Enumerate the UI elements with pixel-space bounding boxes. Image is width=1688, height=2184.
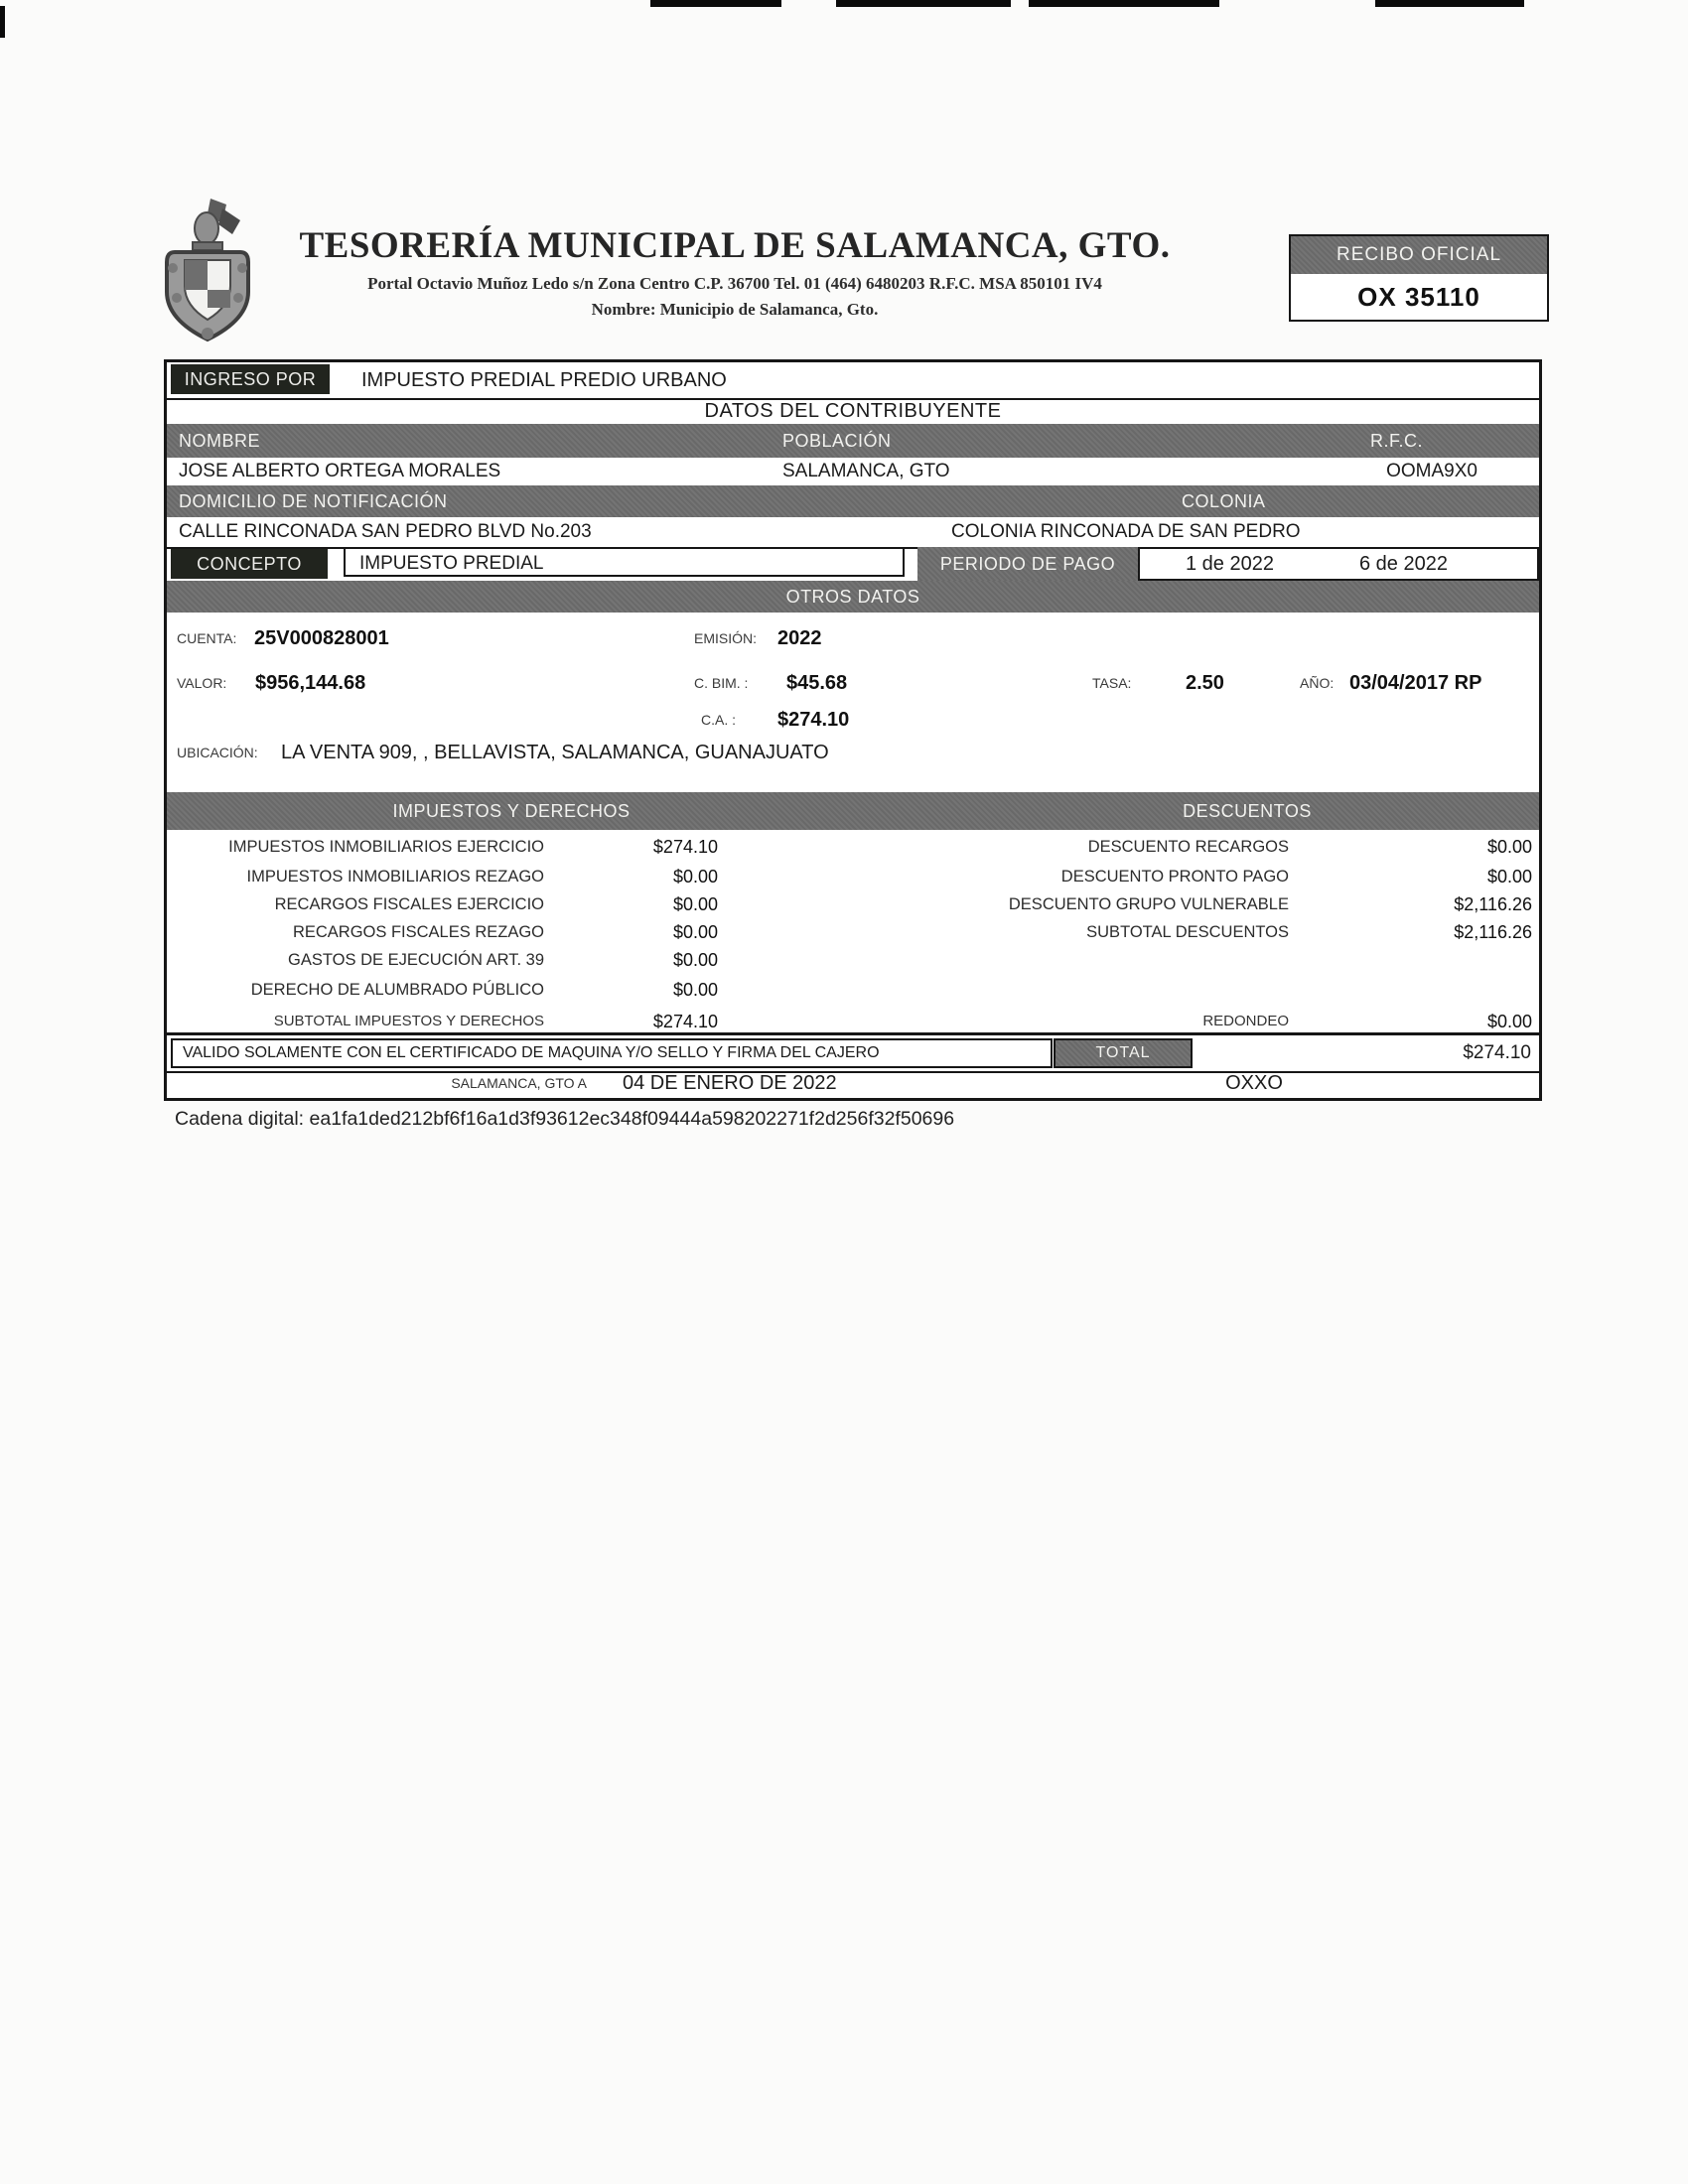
tasa-label: TASA: (1092, 675, 1132, 691)
cuenta-label: CUENTA: (177, 630, 237, 646)
redondeo-label: REDONDEO (1202, 1013, 1289, 1029)
charge-label: IMPUESTOS INMOBILIARIOS REZAGO (246, 868, 544, 886)
taxpayer-name: JOSE ALBERTO ORTEGA MORALES (179, 461, 501, 481)
valor-line (167, 670, 1539, 696)
charge-label: RECARGOS FISCALES EJERCICIO (274, 895, 544, 913)
receipt-table (164, 359, 1542, 1101)
discount-label: DESCUENTO PRONTO PAGO (1060, 868, 1289, 886)
discount-label: DESCUENTO GRUPO VULNERABLE (1008, 895, 1289, 913)
charge-amount: $0.00 (672, 867, 718, 887)
discount-amount: $2,116.26 (1454, 894, 1532, 914)
otros-datos-area (167, 613, 1539, 792)
scan-artifact (650, 0, 781, 7)
charge-label: IMPUESTOS INMOBILIARIOS EJERCICIO (228, 838, 544, 856)
sections-bar (167, 792, 1539, 830)
charge-row (167, 977, 1539, 1003)
taxpayer-city: SALAMANCA, GTO (782, 461, 950, 481)
tasa-value: 2.50 (1186, 672, 1224, 694)
ubicacion-label: UBICACIÓN: (177, 745, 258, 760)
charge-amount: $274.10 (652, 837, 718, 857)
anio-label: AÑO: (1300, 675, 1335, 691)
col-rfc: R.F.C. (1370, 431, 1424, 451)
row-concepto (167, 547, 1539, 581)
ingreso-por-value: IMPUESTO PREDIAL PREDIO URBANO (361, 369, 727, 391)
concepto-label: CONCEPTO (171, 549, 328, 579)
redondeo-amount: $0.00 (1486, 1012, 1532, 1031)
total-row (167, 1032, 1539, 1073)
col-colonia: COLONIA (1182, 491, 1266, 511)
contribuyente-values-row (167, 458, 1539, 487)
discount-row (167, 834, 1539, 860)
discount-row (167, 891, 1539, 917)
row-ingreso-por (167, 362, 1539, 400)
cbim-value: $45.68 (786, 672, 848, 694)
col-nombre: NOMBRE (179, 431, 261, 451)
scan-artifact (1375, 0, 1524, 7)
discount-label: DESCUENTO RECARGOS (1087, 838, 1289, 856)
taxpayer-colonia: COLONIA RINCONADA DE SAN PEDRO (951, 521, 1301, 542)
footer-row (167, 1068, 1539, 1098)
discount-amount: $2,116.26 (1454, 922, 1532, 942)
charges-subtotal-label: SUBTOTAL IMPUESTOS Y DERECHOS (273, 1013, 544, 1029)
cbim-label: C. BIM. : (694, 675, 749, 691)
footer-date: 04 DE ENERO DE 2022 (623, 1072, 837, 1094)
discount-label: SUBTOTAL DESCUENTOS (1086, 923, 1289, 941)
redondeo-row (167, 1009, 1539, 1034)
receipt-label: RECIBO OFICIAL (1291, 236, 1547, 274)
periodo-fin: 6 de 2022 (1359, 553, 1448, 575)
emision-value: 2022 (777, 627, 822, 649)
charges-subtotal-amount: $274.10 (652, 1012, 718, 1031)
receipt-number-box (1289, 234, 1549, 322)
periodo-pago-values (1138, 547, 1539, 581)
footer-cashier: OXXO (1225, 1072, 1283, 1094)
receipt-number: OX 35110 (1357, 282, 1480, 312)
ca-value: $274.10 (777, 709, 850, 731)
charge-amount: $0.00 (672, 950, 718, 970)
discount-amount: $0.00 (1486, 837, 1532, 857)
charge-amount: $0.00 (672, 922, 718, 942)
office-title: TESORERÍA MUNICIPAL DE SALAMANCA, GTO. (299, 225, 1171, 266)
contribuyente-section-title: DATOS DEL CONTRIBUYENTE (167, 398, 1539, 426)
ubicacion-line (167, 739, 1539, 766)
cuenta-line (167, 625, 1539, 651)
charge-amount: $0.00 (672, 894, 718, 914)
discount-row (167, 864, 1539, 889)
charge-amount: $0.00 (672, 980, 718, 1000)
domicilio-values-row (167, 517, 1539, 549)
valor-label: VALOR: (177, 675, 227, 691)
taxpayer-rfc: OOMA9X0 (1386, 461, 1477, 481)
impuestos-section-title: IMPUESTOS Y DERECHOS (392, 801, 631, 821)
valor-value: $956,144.68 (255, 672, 366, 694)
line-items-area (167, 830, 1539, 1032)
col-poblacion: POBLACIÓN (782, 431, 892, 451)
ingreso-por-label: INGRESO POR (171, 364, 330, 394)
col-domicilio: DOMICILIO DE NOTIFICACIÓN (179, 491, 448, 511)
digital-chain: Cadena digital: ea1fa1ded212bf6f16a1d3f93612ec348f09444a598202271f2d256f32f50696 (175, 1108, 955, 1130)
charge-label: RECARGOS FISCALES REZAGO (292, 923, 544, 941)
ubicacion-value: LA VENTA 909, , BELLAVISTA, SALAMANCA, GUANAJUATO (281, 742, 829, 763)
scan-artifact (0, 6, 5, 38)
validity-note: VALIDO SOLAMENTE CON EL CERTIFICADO DE MAQUINA Y/O SELLO Y FIRMA DEL CAJERO (171, 1038, 1053, 1068)
concepto-value: IMPUESTO PREDIAL (344, 547, 905, 577)
otros-datos-bar: OTROS DATOS (167, 581, 1539, 613)
contribuyente-header-bar (167, 424, 1539, 458)
descuentos-section-title: DESCUENTOS (1183, 801, 1312, 821)
domicilio-header-bar (167, 485, 1539, 517)
charge-label: GASTOS DE EJECUCIÓN ART. 39 (288, 951, 544, 969)
taxpayer-address: CALLE RINCONADA SAN PEDRO BLVD No.203 (179, 521, 592, 542)
discount-amount: $0.00 (1486, 867, 1532, 887)
periodo-pago-label: PERIODO DE PAGO (917, 547, 1138, 581)
charge-label: DERECHO DE ALUMBRADO PÚBLICO (250, 981, 544, 999)
ca-line (167, 707, 1539, 733)
total-amount: $274.10 (1463, 1042, 1531, 1063)
periodo-inicio: 1 de 2022 (1186, 553, 1274, 575)
charge-row (167, 947, 1539, 973)
ca-label: C.A. : (701, 712, 737, 728)
office-address: Portal Octavio Muñoz Ledo s/n Zona Centro C.P. 36700 Tel. 01 (464) 6480203 R.F.C. MSA 850101 IV4 (367, 274, 1102, 293)
scan-artifact (1029, 0, 1219, 7)
cuenta-value: 25V000828001 (254, 627, 389, 649)
total-label: TOTAL (1054, 1038, 1193, 1068)
anio-value: 03/04/2017 RP (1349, 672, 1482, 694)
emision-label: EMISIÓN: (694, 630, 758, 646)
footer-place: SALAMANCA, GTO A (451, 1075, 587, 1091)
office-name-line: Nombre: Municipio de Salamanca, Gto. (591, 300, 879, 319)
letterhead (263, 224, 1206, 320)
municipal-crest-logo (149, 195, 266, 345)
discount-row (167, 919, 1539, 945)
scan-artifact (836, 0, 1011, 7)
